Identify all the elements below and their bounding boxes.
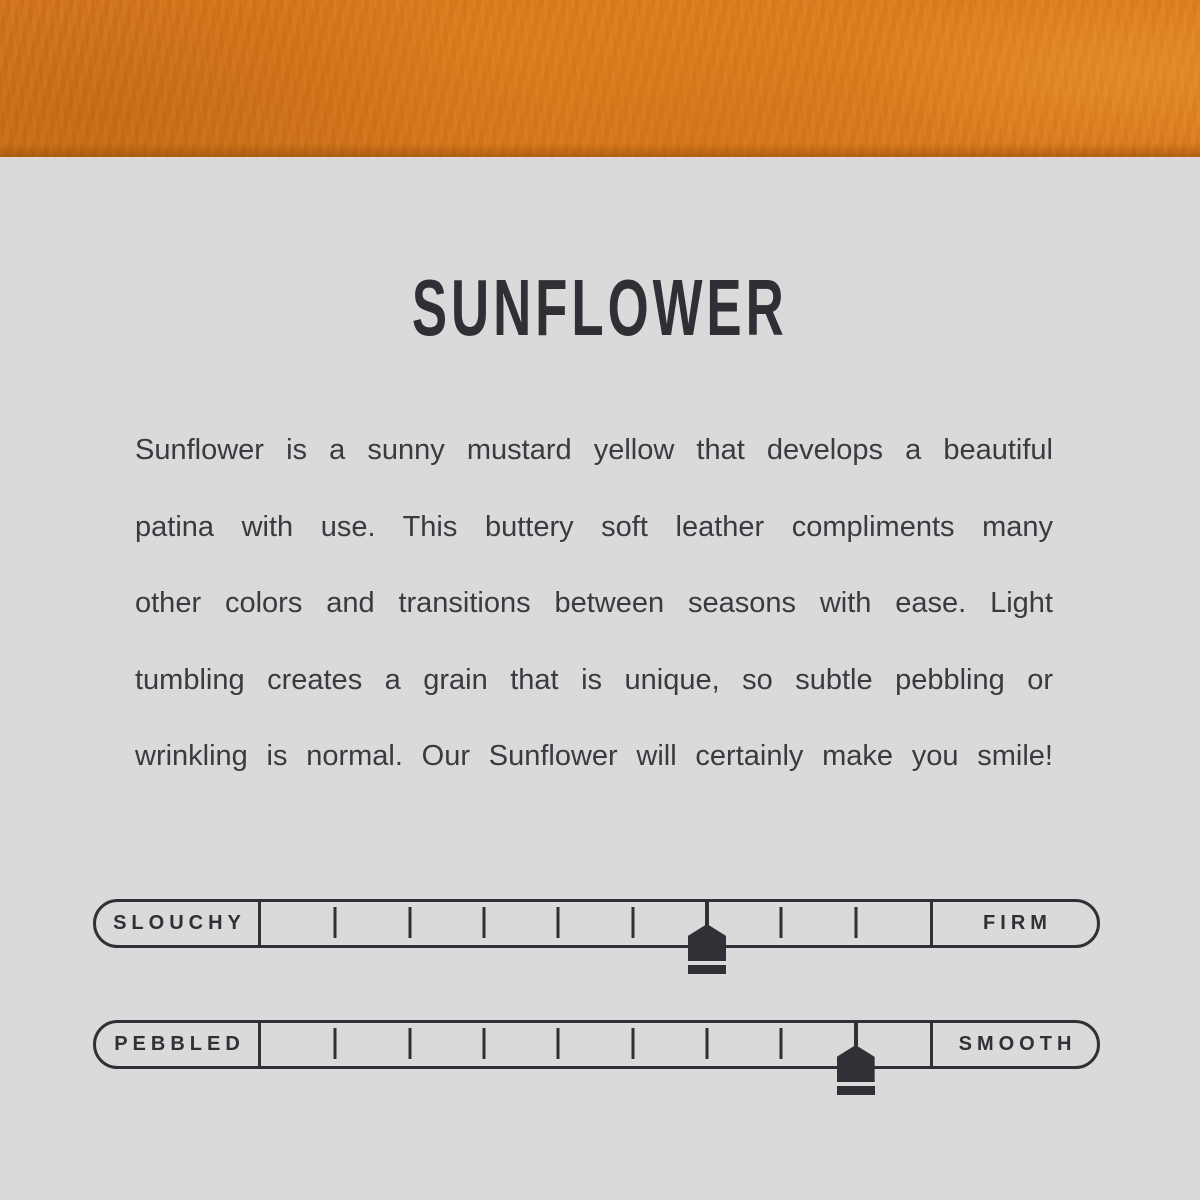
page-title: SUNFLOWER: [412, 263, 788, 352]
tick-mark: [557, 907, 560, 938]
description-line: Sunflower is a sunny mustard yellow that develops a beautiful: [135, 434, 1053, 466]
tick-mark: [408, 907, 411, 938]
scale-marker: [688, 902, 726, 974]
page-title-wrap: [0, 263, 1200, 352]
description-line: patina with use. This buttery soft leather compliments many: [135, 510, 1053, 543]
scale-left-label: PEBBLED: [96, 1023, 261, 1066]
tick-mark: [780, 907, 783, 938]
tick-mark: [408, 1028, 411, 1059]
scale-right-label: FIRM: [930, 902, 1097, 945]
scale-track: [261, 902, 930, 945]
tick-mark: [780, 1028, 783, 1059]
leather-swatch-banner: [0, 0, 1200, 157]
scale-right-label: SMOOTH: [930, 1023, 1097, 1066]
tick-mark: [631, 907, 634, 938]
marker-head: [688, 924, 726, 961]
marker-stem: [854, 1023, 858, 1046]
tick-mark: [854, 907, 857, 938]
slouchy-firm-scale: [93, 899, 1100, 948]
description-line: tumbling creates a grain that is unique, so subtle pebbling or: [135, 663, 1053, 696]
description-line: wrinkling is normal. Our Sunflower will certainly make you smile!: [135, 740, 1053, 772]
marker-stem: [705, 902, 709, 925]
scale-marker: [837, 1023, 875, 1095]
tick-mark: [334, 1028, 337, 1059]
scale-left-label: SLOUCHY: [96, 902, 261, 945]
tick-mark: [334, 907, 337, 938]
tick-mark: [557, 1028, 560, 1059]
marker-head: [837, 1045, 875, 1082]
pebbled-smooth-scale: [93, 1020, 1100, 1069]
color-description: [135, 412, 1053, 795]
tick-mark: [631, 1028, 634, 1059]
tick-mark: [483, 907, 486, 938]
tick-mark: [706, 1028, 709, 1059]
description-line: other colors and transitions between seasons with ease. Light: [135, 587, 1053, 619]
marker-base: [688, 965, 726, 974]
scale-track: [261, 1023, 930, 1066]
tick-mark: [483, 1028, 486, 1059]
marker-base: [837, 1086, 875, 1095]
